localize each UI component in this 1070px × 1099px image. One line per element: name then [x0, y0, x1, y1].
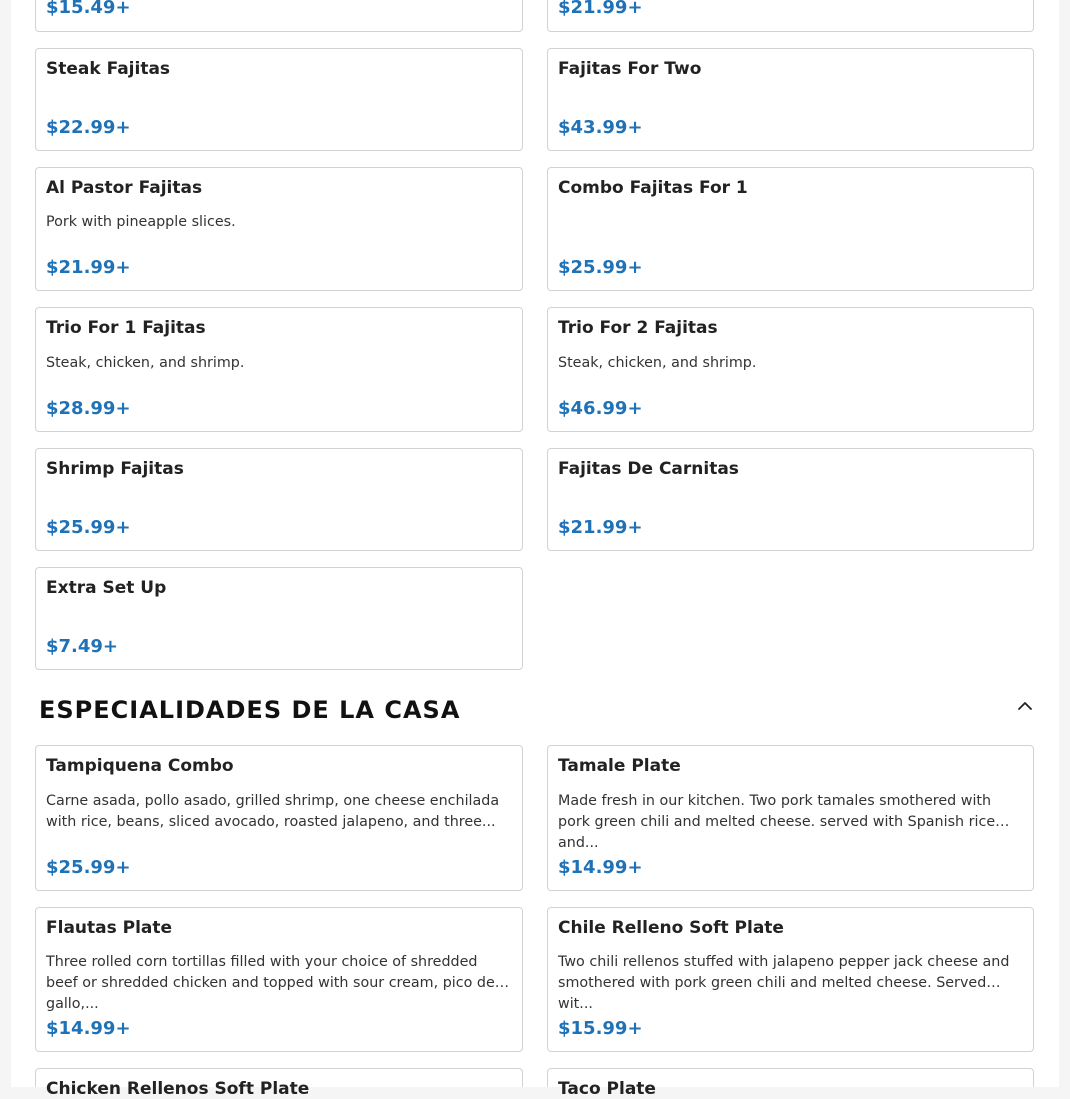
- menu-item-price: $14.99+: [558, 857, 643, 878]
- menu-item-card[interactable]: [547, 307, 1034, 432]
- menu-item-description: Two chili rellenos stuffed with jalapeno pepper jack cheese and smothered with pork green chili and melted cheese. Served wit...: [558, 954, 1010, 1012]
- menu-item-description: Steak, chicken, and shrimp.: [558, 355, 757, 371]
- menu-item-price: $21.99+: [558, 517, 643, 538]
- menu-item-price: $25.99+: [46, 857, 131, 878]
- menu-item-card[interactable]: [547, 0, 1034, 32]
- menu-item-card[interactable]: [35, 307, 523, 432]
- menu-item-name: Al Pastor Fajitas: [46, 178, 203, 198]
- menu-item-card[interactable]: [35, 907, 523, 1052]
- menu-item-name: Combo Fajitas For 1: [558, 178, 748, 198]
- menu-item-card[interactable]: [547, 907, 1034, 1052]
- menu-item-card[interactable]: [35, 1068, 523, 1099]
- menu-item-card[interactable]: [547, 1068, 1034, 1099]
- menu-item-name: Shrimp Fajitas: [46, 459, 184, 479]
- menu-item-card[interactable]: [547, 448, 1034, 551]
- menu-item-card[interactable]: [547, 167, 1034, 291]
- menu-item-price: $21.99+: [558, 0, 643, 18]
- menu-item-name: Flautas Plate: [46, 918, 173, 938]
- menu-item-name: Tampiquena Combo: [46, 756, 234, 776]
- menu-item-price: $15.99+: [558, 1018, 643, 1039]
- menu-item-name: Fajitas De Carnitas: [558, 459, 739, 479]
- menu-item-price: $46.99+: [558, 398, 643, 419]
- menu-item-name: Chicken Rellenos Soft Plate: [46, 1079, 310, 1099]
- menu-item-card[interactable]: [35, 448, 523, 551]
- menu-item-description: Carne asada, pollo asado, grilled shrimp, one cheese enchilada with rice, beans, sliced avocado, roasted jalapeno, and three...: [46, 793, 500, 830]
- menu-item-price: $43.99+: [558, 117, 643, 138]
- menu-item-name: Trio For 1 Fajitas: [46, 318, 206, 338]
- menu-item-price: $21.99+: [46, 257, 131, 278]
- menu-item-description: Made fresh in our kitchen. Two pork tamales smothered with pork green chili and melted cheese. served with Spanish rice and...: [558, 793, 996, 851]
- chevron-up-icon: [1018, 701, 1032, 710]
- menu-item-card[interactable]: [547, 48, 1034, 151]
- menu-item-card[interactable]: [35, 745, 523, 891]
- menu-item-card[interactable]: [35, 48, 523, 151]
- menu-item-name: Taco Plate: [558, 1079, 656, 1099]
- menu-item-description: Steak, chicken, and shrimp.: [46, 355, 245, 371]
- menu-item-name: Steak Fajitas: [46, 59, 171, 79]
- menu-item-price: $25.99+: [558, 257, 643, 278]
- collapse-section-button[interactable]: [1012, 692, 1038, 718]
- menu-item-name: Extra Set Up: [46, 578, 167, 598]
- menu-item-card[interactable]: [35, 567, 523, 670]
- menu-item-name: Trio For 2 Fajitas: [558, 318, 718, 338]
- menu-item-card[interactable]: [35, 167, 523, 291]
- menu-item-description: Pork with pineapple slices.: [46, 214, 236, 230]
- menu-item-card[interactable]: [35, 0, 523, 32]
- menu-item-name: Fajitas For Two: [558, 59, 702, 79]
- menu-item-description: Three rolled corn tortillas filled with your choice of shredded beef or shredded chicken and topped with sour cream, pico de gallo,...: [46, 954, 495, 1012]
- menu-item-price: $22.99+: [46, 117, 131, 138]
- menu-item-price: $25.99+: [46, 517, 131, 538]
- menu-item-card[interactable]: [547, 745, 1034, 891]
- menu-item-price: $15.49+: [46, 0, 131, 18]
- menu-item-name: Tamale Plate: [558, 756, 681, 776]
- menu-item-price: $7.49+: [46, 636, 119, 657]
- menu-item-price: $14.99+: [46, 1018, 131, 1039]
- menu-item-price: $28.99+: [46, 398, 131, 419]
- menu-item-name: Chile Relleno Soft Plate: [558, 918, 784, 938]
- section-title: ESPECIALIDADES DE LA CASA: [39, 696, 461, 724]
